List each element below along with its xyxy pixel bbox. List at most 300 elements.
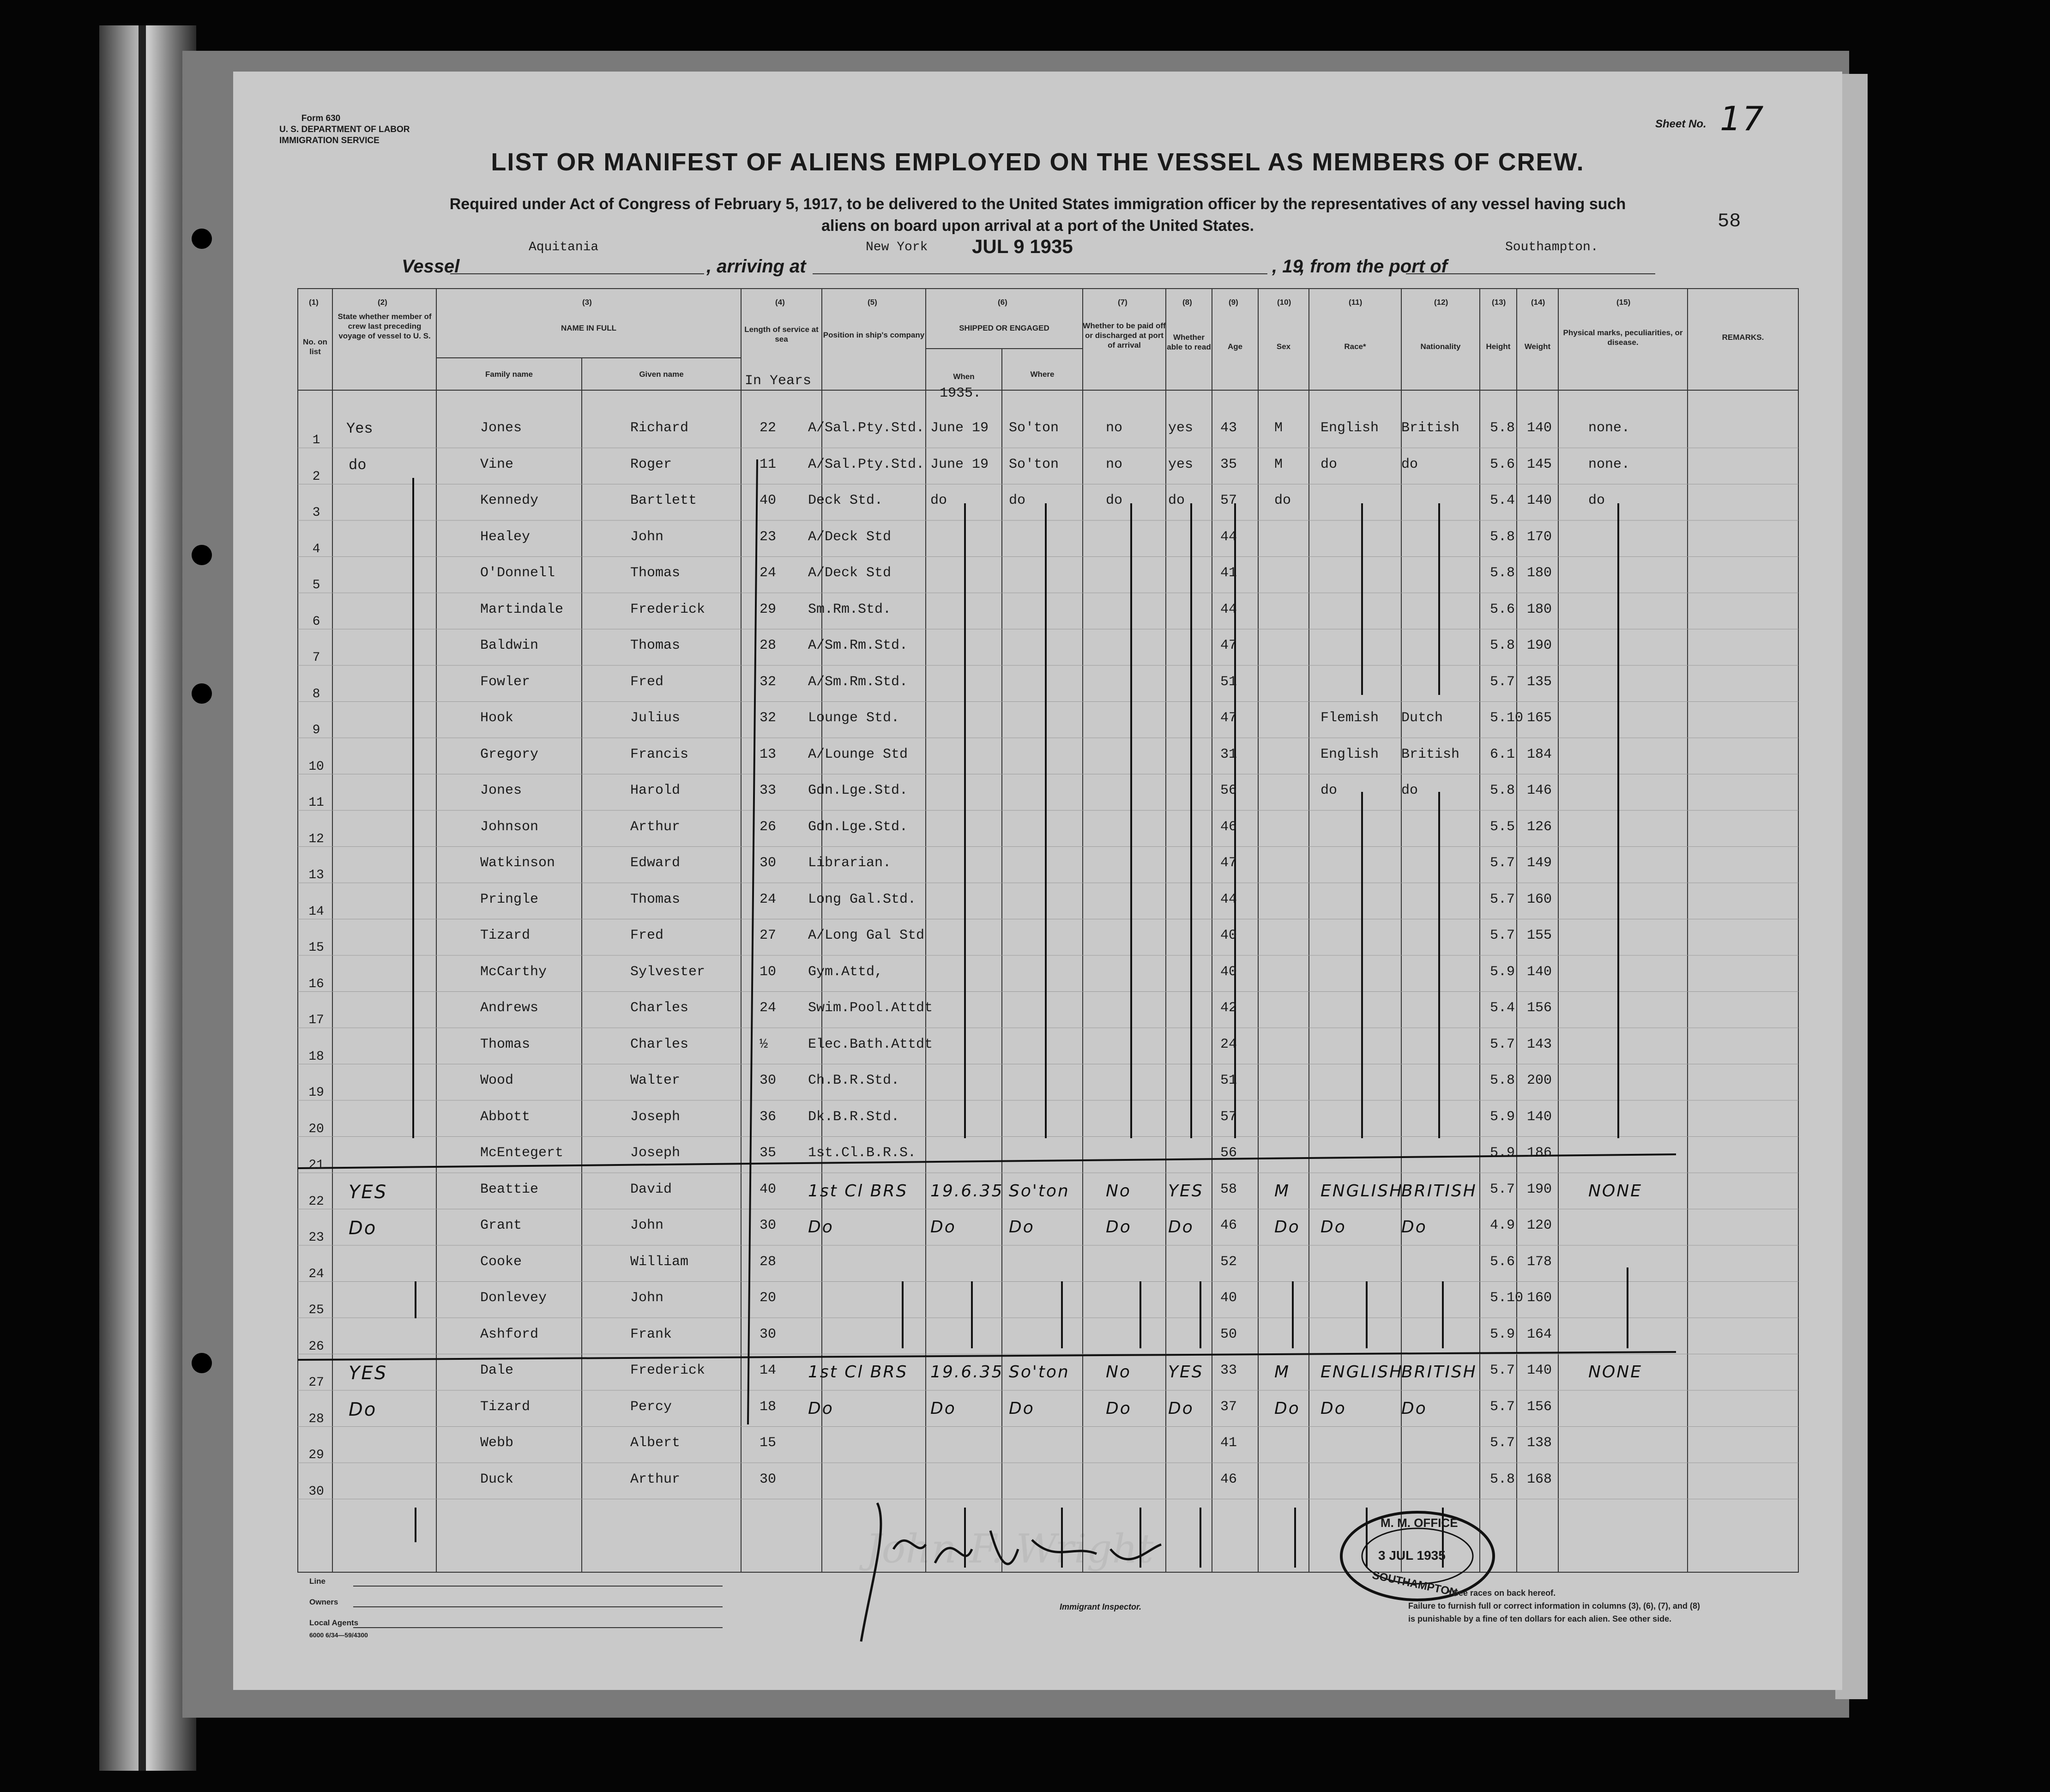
column-number: (3) — [582, 298, 592, 307]
family-name: Vine — [480, 456, 514, 472]
height: 5.6 — [1490, 456, 1515, 472]
paid-off: No — [1106, 1181, 1131, 1201]
height: 5.8 — [1490, 529, 1515, 545]
col-header-race: Race* — [1344, 342, 1366, 351]
year-label: , 19 — [1272, 256, 1303, 277]
col-header-able-read: Whether able to read — [1167, 333, 1211, 351]
paid-off: do — [1106, 493, 1123, 508]
weight: 164 — [1527, 1326, 1552, 1342]
column-number: (6) — [998, 298, 1007, 307]
subtitle-line-1: Required under Act of Congress of February 5, 1917, to be delivered to the United States immigration officer by the representatives of any vessel having such — [449, 195, 1626, 213]
family-name: Webb — [480, 1435, 514, 1451]
row-number: 18 — [308, 1049, 324, 1064]
paid-off: no — [1106, 420, 1123, 436]
column-number: (12) — [1434, 298, 1448, 307]
age: 47 — [1220, 710, 1237, 726]
department: U. S. DEPARTMENT OF LABOR — [279, 125, 410, 134]
row-number: 7 — [312, 651, 320, 665]
given-name: Bartlett — [630, 493, 697, 508]
line-label: Line — [309, 1577, 326, 1586]
column-number: (5) — [868, 298, 877, 307]
given-name: Percy — [630, 1399, 672, 1415]
row-number: 2 — [312, 469, 320, 484]
manifest-page — [233, 72, 1842, 1690]
row-number: 22 — [308, 1194, 324, 1209]
previous-voyage: YES — [349, 1181, 388, 1203]
height: 5.7 — [1490, 1435, 1515, 1451]
col-header-physical-marks: Physical marks, peculiarities, or disease. — [1563, 328, 1683, 347]
given-name: Julius — [630, 710, 681, 726]
sheet-number: 17 — [1720, 99, 1765, 138]
service-years: 27 — [760, 928, 777, 943]
height: 5.10 — [1490, 710, 1524, 726]
given-name: John — [630, 529, 664, 545]
age: 46 — [1220, 1471, 1237, 1487]
weight: 186 — [1527, 1145, 1552, 1161]
column-number: (7) — [1118, 298, 1128, 307]
race: ENGLISH — [1320, 1181, 1404, 1201]
column-number: (4) — [775, 298, 785, 307]
weight: 140 — [1527, 420, 1552, 436]
height: 5.8 — [1490, 1471, 1515, 1487]
owners-label: Owners — [309, 1598, 338, 1606]
stamp-bottom: SOUTHAMPTON — [1371, 1569, 1459, 1599]
service-years: 15 — [760, 1435, 777, 1451]
family-name: O'Donnell — [480, 565, 555, 581]
weight: 180 — [1527, 601, 1552, 617]
age: 41 — [1220, 565, 1237, 581]
col-header-position: Position in ship's company — [823, 331, 925, 339]
height: 5.10 — [1490, 1290, 1524, 1306]
previous-voyage: Do — [349, 1399, 377, 1420]
position: 1st Cl BRS — [808, 1181, 908, 1201]
given-name: Charles — [630, 1036, 689, 1052]
race: English — [1320, 420, 1379, 436]
column-number: (14) — [1531, 298, 1545, 307]
race: English — [1320, 746, 1379, 762]
row-number: 13 — [308, 868, 324, 882]
service-years: 40 — [760, 1181, 777, 1197]
position: A/Lounge Std — [808, 746, 908, 762]
service-years: 30 — [760, 1326, 777, 1342]
family-name: Grant — [480, 1218, 522, 1233]
height: 5.7 — [1490, 1036, 1515, 1052]
row-number: 21 — [308, 1158, 324, 1172]
weight: 190 — [1527, 1181, 1552, 1197]
position: Swim.Pool.Attdt — [808, 1000, 933, 1016]
physical-marks: none. — [1588, 456, 1630, 472]
weight: 140 — [1527, 1363, 1552, 1378]
race: Do — [1320, 1399, 1346, 1418]
height: 5.7 — [1490, 674, 1515, 690]
given-name: Thomas — [630, 891, 681, 907]
age: 44 — [1220, 891, 1237, 907]
vessel-name: Aquitania — [529, 240, 599, 254]
family-name: Pringle — [480, 891, 539, 907]
service-years: 20 — [760, 1290, 777, 1306]
able-to-read: do — [1168, 493, 1185, 508]
family-name: Fowler — [480, 674, 531, 690]
age: 47 — [1220, 855, 1237, 871]
race: ENGLISH — [1320, 1363, 1404, 1382]
position: Gdn.Lge.Std. — [808, 783, 908, 798]
col-header-nationality: Nationality — [1420, 342, 1461, 351]
shipped-when: do — [930, 493, 947, 508]
shipped-where: do — [1009, 493, 1026, 508]
row-number: 9 — [312, 723, 320, 737]
previous-voyage: Yes — [346, 420, 373, 437]
shipped-when: 19.6.35 — [930, 1363, 1004, 1382]
position: Gdn.Lge.Std. — [808, 819, 908, 835]
height: 5.9 — [1490, 1326, 1515, 1342]
nationality: BRITISH — [1401, 1363, 1477, 1382]
position: A/Sal.Pty.Std. — [808, 456, 925, 472]
weight: 160 — [1527, 891, 1552, 907]
binder-hole — [192, 683, 212, 704]
weight: 140 — [1527, 493, 1552, 508]
position: A/Deck Std — [808, 529, 892, 545]
age: 47 — [1220, 638, 1237, 653]
service-years: 24 — [760, 565, 777, 581]
row-number: 6 — [312, 614, 320, 629]
given-name: Richard — [630, 420, 689, 436]
position: A/Sal.Pty.Std. — [808, 420, 925, 436]
age: 31 — [1220, 746, 1237, 762]
position: A/Sm.Rm.Std. — [808, 674, 908, 690]
age: 33 — [1220, 1363, 1237, 1378]
subtitle-line-2: aliens on board upon arrival at a port of the United States. — [821, 217, 1254, 235]
race: Do — [1320, 1218, 1346, 1237]
age: 57 — [1220, 1109, 1237, 1125]
sex: M — [1274, 1181, 1290, 1201]
height: 5.7 — [1490, 855, 1515, 871]
given-name: Thomas — [630, 638, 681, 653]
age: 43 — [1220, 420, 1237, 436]
height: 6.1 — [1490, 746, 1515, 762]
shipped-when: June 19 — [930, 456, 989, 472]
weight: 168 — [1527, 1471, 1552, 1487]
page-title: LIST OR MANIFEST OF ALIENS EMPLOYED ON THE VESSEL AS MEMBERS OF CREW. — [491, 148, 1585, 176]
age: 46 — [1220, 1218, 1237, 1233]
height: 5.8 — [1490, 420, 1515, 436]
given-name: Thomas — [630, 565, 681, 581]
binder-edge — [139, 25, 146, 1771]
age: 40 — [1220, 1290, 1237, 1306]
height: 5.7 — [1490, 891, 1515, 907]
service-years: 33 — [760, 783, 777, 798]
column-number: (9) — [1229, 298, 1238, 307]
shipped-when: Do — [930, 1399, 956, 1418]
height: 5.8 — [1490, 638, 1515, 653]
height: 5.9 — [1490, 1109, 1515, 1125]
binder-hole — [192, 229, 212, 249]
footnote-penalty-1: Failure to furnish full or correct information in columns (3), (6), (7), and (8) — [1408, 1601, 1700, 1611]
service-years: 36 — [760, 1109, 777, 1125]
age: 56 — [1220, 1145, 1237, 1161]
weight: 155 — [1527, 928, 1552, 943]
col-header-given-name: Given name — [639, 370, 684, 379]
year-note: 1935. — [940, 386, 982, 401]
able-to-read: yes — [1168, 420, 1194, 436]
position: Ch.B.R.Std. — [808, 1073, 900, 1088]
height: 5.6 — [1490, 601, 1515, 617]
given-name: Walter — [630, 1073, 681, 1088]
col-header-name: NAME IN FULL — [561, 324, 616, 332]
family-name: McCarthy — [480, 964, 547, 980]
footnote-penalty-2: is punishable by a fine of ten dollars for each alien. See other side. — [1408, 1614, 1672, 1623]
weight: 138 — [1527, 1435, 1552, 1451]
arriving-port: New York — [866, 240, 928, 254]
column-number: (15) — [1616, 298, 1631, 307]
able-to-read: YES — [1168, 1363, 1204, 1382]
family-name: Tizard — [480, 928, 531, 943]
form-number: Form 630 — [301, 114, 341, 123]
position: Deck Std. — [808, 493, 883, 508]
arrival-date-stamp: JUL 9 1935 — [972, 235, 1073, 257]
age: 57 — [1220, 493, 1237, 508]
family-name: Gregory — [480, 746, 539, 762]
shipped-when: June 19 — [930, 420, 989, 436]
weight: 143 — [1527, 1036, 1552, 1052]
position: Gym.Attd, — [808, 964, 883, 980]
paid-off: No — [1106, 1363, 1131, 1382]
service-years: 23 — [760, 529, 777, 545]
given-name: Joseph — [630, 1145, 681, 1161]
weight: 180 — [1527, 565, 1552, 581]
from-port-label: , from the port of — [1300, 256, 1447, 277]
age: 40 — [1220, 964, 1237, 980]
family-name: Baldwin — [480, 638, 539, 653]
weight: 149 — [1527, 855, 1552, 871]
able-to-read: Do — [1168, 1399, 1194, 1418]
sex: M — [1274, 1363, 1290, 1382]
row-number: 4 — [312, 542, 320, 556]
age: 58 — [1220, 1181, 1237, 1197]
service-years: 30 — [760, 1073, 777, 1088]
service-years: 35 — [760, 1145, 777, 1161]
stamp-top: M. M. OFFICE — [1381, 1516, 1458, 1530]
paid-off: Do — [1106, 1399, 1132, 1418]
row-number: 10 — [308, 759, 324, 774]
row-number: 14 — [308, 904, 324, 919]
race: Flemish — [1320, 710, 1379, 726]
shipped-where: So'ton — [1009, 456, 1059, 472]
row-number: 28 — [308, 1412, 324, 1426]
family-name: Thomas — [480, 1036, 531, 1052]
age: 51 — [1220, 1073, 1237, 1088]
service-years: 13 — [760, 746, 777, 762]
weight: 190 — [1527, 638, 1552, 653]
age: 44 — [1220, 529, 1237, 545]
sex: Do — [1274, 1399, 1300, 1418]
height: 5.7 — [1490, 1181, 1515, 1197]
shipped-where: So'ton — [1009, 1363, 1070, 1382]
col-header-when: When — [953, 372, 975, 381]
sex: Do — [1274, 1218, 1300, 1237]
weight: 156 — [1527, 1399, 1552, 1415]
col-header-previous-voyage: State whether member of crew last preceding voyage of vessel to U. S. — [338, 312, 432, 340]
col-header-family-name: Family name — [485, 370, 533, 379]
family-name: Tizard — [480, 1399, 531, 1415]
column-number: (10) — [1277, 298, 1291, 307]
given-name: Francis — [630, 746, 689, 762]
nationality: Do — [1401, 1218, 1427, 1237]
col-header-age: Age — [1227, 342, 1243, 351]
print-code: 6000 6/34—59/4300 — [309, 1631, 368, 1639]
family-name: Jones — [480, 420, 522, 436]
service-years: 30 — [760, 855, 777, 871]
given-name: Harold — [630, 783, 681, 798]
family-name: Donlevey — [480, 1290, 547, 1306]
position: A/Sm.Rm.Std. — [808, 638, 908, 653]
col-header-in-years: In Years — [745, 373, 812, 389]
shipped-when: Do — [930, 1218, 956, 1237]
height: 5.4 — [1490, 1000, 1515, 1016]
sex: M — [1274, 420, 1283, 436]
row-number: 25 — [308, 1303, 324, 1317]
service-years: 30 — [760, 1471, 777, 1487]
column-number: (1) — [309, 298, 319, 307]
position: Sm.Rm.Std. — [808, 601, 892, 617]
row-number: 1 — [312, 433, 320, 447]
family-name: Wood — [480, 1073, 514, 1088]
position: Librarian. — [808, 855, 892, 871]
position: 1st Cl BRS — [808, 1363, 908, 1382]
given-name: Charles — [630, 1000, 689, 1016]
col-header-no: No. on list — [303, 338, 327, 356]
service-years: 29 — [760, 601, 777, 617]
service-years: 22 — [760, 420, 777, 436]
family-name: Andrews — [480, 1000, 539, 1016]
height: 5.6 — [1490, 1254, 1515, 1270]
family-name: Ashford — [480, 1326, 539, 1342]
row-number: 8 — [312, 687, 320, 701]
family-name: Hook — [480, 710, 514, 726]
service-years: 10 — [760, 964, 777, 980]
family-name: Duck — [480, 1471, 514, 1487]
col-header-weight: Weight — [1524, 342, 1551, 351]
weight: 120 — [1527, 1218, 1552, 1233]
given-name: John — [630, 1218, 664, 1233]
weight: 126 — [1527, 819, 1552, 835]
family-name: Kennedy — [480, 493, 539, 508]
nationality: Do — [1401, 1399, 1427, 1418]
row-number: 12 — [308, 832, 324, 846]
position: Elec.Bath.Attdt — [808, 1036, 933, 1052]
family-name: Johnson — [480, 819, 539, 835]
previous-voyage: YES — [349, 1363, 388, 1384]
age: 24 — [1220, 1036, 1237, 1052]
given-name: William — [630, 1254, 689, 1270]
family-name: Jones — [480, 783, 522, 798]
height: 5.7 — [1490, 1363, 1515, 1378]
col-header-where: Where — [1030, 370, 1055, 379]
age: 46 — [1220, 819, 1237, 835]
service-years: 32 — [760, 674, 777, 690]
service-years: 28 — [760, 1254, 777, 1270]
weight: 146 — [1527, 783, 1552, 798]
physical-marks: NONE — [1588, 1181, 1642, 1201]
given-name: Sylvester — [630, 964, 705, 980]
row-number: 16 — [308, 977, 324, 991]
row-number: 23 — [308, 1231, 324, 1245]
column-number: (13) — [1492, 298, 1506, 307]
col-header-paid-off: Whether to be paid off or discharged at port of arrival — [1083, 321, 1166, 350]
age: 56 — [1220, 783, 1237, 798]
family-name: Beattie — [480, 1181, 539, 1197]
given-name: Frederick — [630, 601, 705, 617]
weight: 140 — [1527, 1109, 1552, 1125]
height: 4.9 — [1490, 1218, 1515, 1233]
nationality: do — [1401, 783, 1418, 798]
given-name: Fred — [630, 928, 664, 943]
given-name: Frederick — [630, 1363, 705, 1378]
physical-marks: do — [1588, 493, 1605, 508]
vessel-label: Vessel — [402, 256, 460, 277]
row-number: 26 — [308, 1339, 324, 1354]
age: 37 — [1220, 1399, 1237, 1415]
able-to-read: Do — [1168, 1218, 1194, 1237]
nationality: Dutch — [1401, 710, 1443, 726]
weight: 170 — [1527, 529, 1552, 545]
given-name: Arthur — [630, 1471, 681, 1487]
service-name: IMMIGRATION SERVICE — [279, 136, 380, 145]
height: 5.4 — [1490, 493, 1515, 508]
service-years: 24 — [760, 891, 777, 907]
position: A/Deck Std — [808, 565, 892, 581]
height: 5.5 — [1490, 819, 1515, 835]
row-number: 3 — [312, 506, 320, 520]
service-years: 28 — [760, 638, 777, 653]
service-years: 11 — [760, 456, 777, 472]
page-number: 58 — [1718, 210, 1741, 232]
form-header-block — [279, 113, 410, 146]
family-name: Dale — [480, 1363, 514, 1378]
row-number: 30 — [308, 1484, 324, 1499]
race: do — [1320, 783, 1338, 798]
height: 5.8 — [1490, 1073, 1515, 1088]
row-number: 17 — [308, 1013, 324, 1027]
position: Long Gal.Std. — [808, 891, 916, 907]
age: 52 — [1220, 1254, 1237, 1270]
col-header-remarks: REMARKS. — [1722, 333, 1764, 342]
family-name: Watkinson — [480, 855, 555, 871]
weight: 140 — [1527, 964, 1552, 980]
previous-voyage: Do — [349, 1218, 377, 1239]
age: 41 — [1220, 1435, 1237, 1451]
height: 5.9 — [1490, 1145, 1515, 1161]
column-number: (8) — [1182, 298, 1192, 307]
binder-hole — [192, 1353, 212, 1373]
shipped-where: So'ton — [1009, 420, 1059, 436]
sex: do — [1274, 493, 1291, 508]
row-number: 20 — [308, 1122, 324, 1136]
family-name: Cooke — [480, 1254, 522, 1270]
binder-hole — [192, 545, 212, 565]
shipped-where: Do — [1009, 1218, 1035, 1237]
arriving-label: , arriving at — [706, 256, 806, 277]
position: A/Long Gal Std — [808, 928, 925, 943]
nationality: BRITISH — [1401, 1181, 1477, 1201]
given-name: Arthur — [630, 819, 681, 835]
age: 40 — [1220, 928, 1237, 943]
physical-marks: NONE — [1588, 1363, 1642, 1382]
nationality: British — [1401, 420, 1460, 436]
family-name: Abbott — [480, 1109, 531, 1125]
row-number: 27 — [308, 1376, 324, 1390]
physical-marks: none. — [1588, 420, 1630, 436]
weight: 156 — [1527, 1000, 1552, 1016]
